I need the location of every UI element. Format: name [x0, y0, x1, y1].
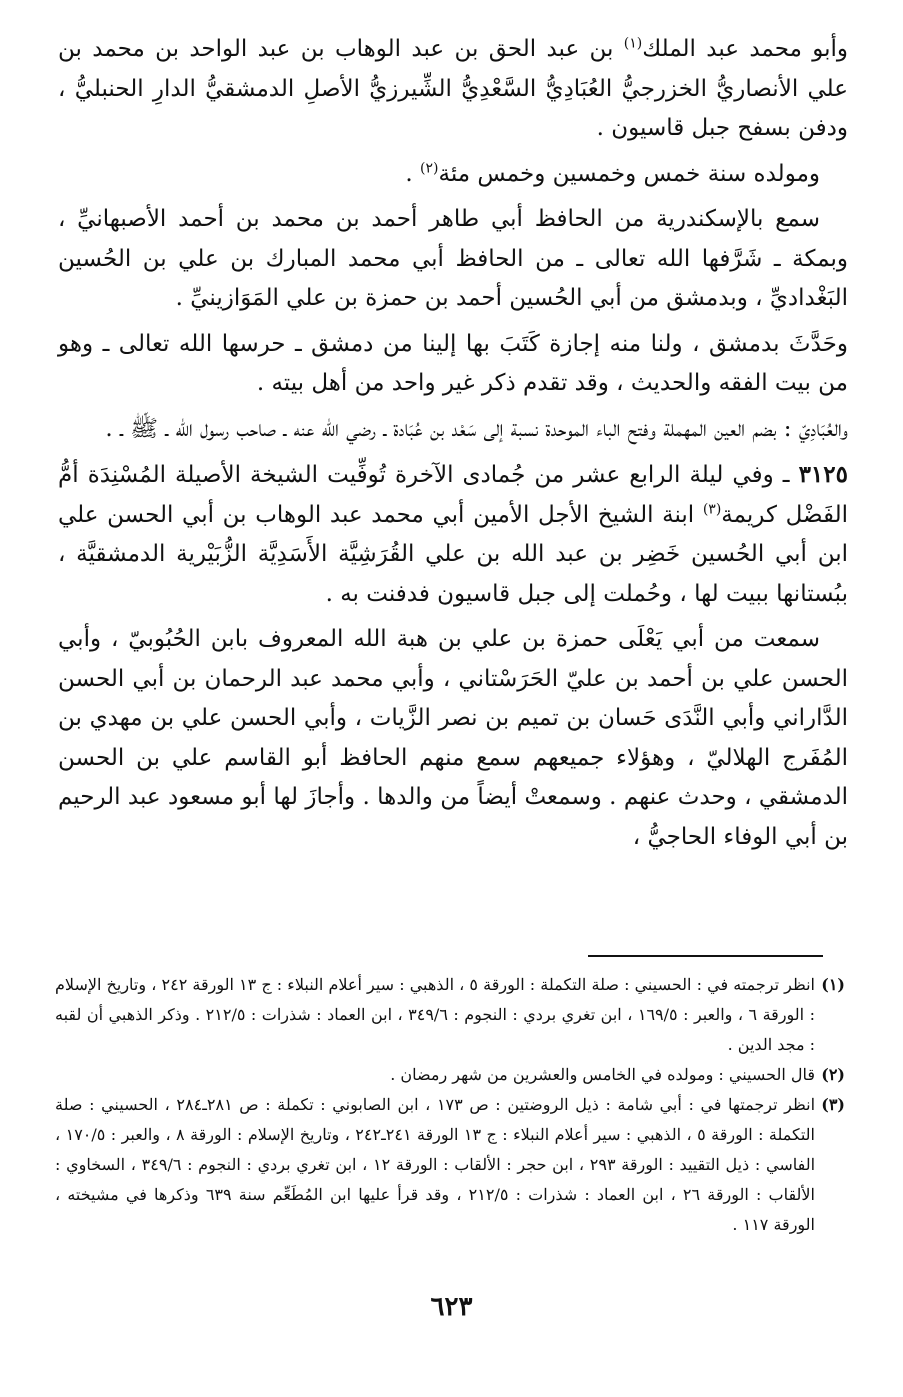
paragraph-nisba-note [58, 410, 848, 450]
footnote-3 [55, 1090, 845, 1240]
paragraph-text: سمعت من أبي يَعْلَى حمزة بن علي بن هبة الله المعروف بابن الحُبُوبيّ ، وأبي الحسن علي بن أحمد بن عليّ الحَرَسْتاني ، وأبي محمد عبد الرحمان بن أبي الحسن الدَّاراني وأبي النَّدَى حَسان بن تميم بن نصر الزَّيات ، وأبي الحسن علي بن مهدي بن المُفَرج الهلاليّ ، وهؤلاء جميعهم سمع منهم الحافظ أبو القاسم علي بن الحسن الدمشقي ، وحدث عنهم . وسمعتْ أيضاً من والدها . وأجازَ لها أبو مسعود عبد الرحيم بن أبي الوفاء الحاجيُّ ، [58, 626, 848, 850]
footnote-marker[interactable]: (١) [623, 35, 643, 52]
paragraph-text: والعُبَادِيّ : بضم العين المهملة وفتح الباء الموحدة نسبة إلى سَعْد بن عُبَادة ـ رضي الله عنه ـ صاحب رسول الله ـ ﷺ ـ . [105, 415, 848, 442]
footnote-number: (١) [821, 975, 845, 994]
footnote-2 [55, 1060, 845, 1090]
footnote-number: (٢) [821, 1065, 845, 1084]
footnote-marker[interactable]: (٢) [420, 159, 439, 176]
entry-number: ٣١٢٥ [798, 461, 848, 488]
paragraph-text: بن عبد الحق بن عبد الوهاب بن عبد الواحد بن محمد بن علي الأنصاريُّ الخزرجيُّ العُبَادِيُّ السَّعْدِيُّ الشِّيرزيُّ الأصلِ الدمشقيُّ الدارِ الحنبليُّ ، ودفن بسفح جبل قاسيون . [58, 36, 848, 141]
entry-paragraph [58, 455, 848, 614]
paragraph-teachers [58, 200, 848, 319]
paragraph-text: . [405, 160, 421, 187]
footnote-number: (٣) [821, 1095, 845, 1114]
footnote-marker[interactable]: (٣) [702, 500, 722, 517]
footnote-separator [588, 955, 823, 957]
page-number: ٦٢٣ [430, 1292, 473, 1322]
footnote-text: انظر ترجمتها في : أبي شامة : ذيل الروضتين : ص ١٧٣ ، ابن الصابوني : تكملة : ص ٢٨١ـ٢٨٤ ، الحسيني : صلة التكملة : الورقة ٥ ، الذهبي : سير أعلام النبلاء : ج ١٣ الورقة ٢٤١ـ٢٤٢ ، وتاريخ الإسلام : الورقة ٨ ، والعبر : ١٧٠/٥ ، الفاسي : ذيل التقييد : الورقة ٢٩٣ ، ابن حجر : الألقاب : الورقة ١٢ ، ابن تغري بردي : النجوم : ٣٤٩/٦ ، السخاوي : الألقاب : الورقة ٢٦ ، ابن العماد : شذرات : ٢١٢/٥ ، وقد قرأ عليها ابن المُطَعِّم سنة ٦٣٩ وذكرها في مشيخته ، الورقة ١١٧ . [55, 1095, 816, 1234]
entry-text: ـ وفي ليلة الرابع عشر من جُمادى الآخرة تُوفِّيت الشيخة الأصيلة المُسْنِدَة أمُّ الفَضْل كريمة [58, 462, 848, 528]
footnote-1 [55, 970, 845, 1060]
paragraph-name-lineage [58, 30, 848, 149]
footnotes-section [55, 970, 845, 1240]
main-text-body [58, 30, 848, 863]
paragraph-her-teachers [58, 620, 848, 857]
entry-text: ابنة الشيخ الأجل الأمين أبي محمد عبد الوهاب بن أبي الحسن علي ابن أبي الحُسين خَضِر بن عبد الله بن علي القُرَشِيَّة الأَسَدِيَّة الزُّبَيْرية الدمشقيَّة ، ببُستانها ببيت لها ، وحُملت إلى جبل قاسيون فدفنت به . [58, 501, 848, 607]
paragraph-text: وأبو محمد عبد الملك [642, 36, 849, 62]
paragraph-text: وحَدَّثَ بدمشق ، ولنا منه إجازة كَتَبَ بها إلينا من دمشق ـ حرسها الله تعالى ـ وهو من بيت الفقه والحديث ، وقد تقدم ذكر غير واحد من أهل بيته . [58, 330, 848, 396]
footnote-text: انظر ترجمته في : الحسيني : صلة التكملة : الورقة ٥ ، الذهبي : سير أعلام النبلاء : ج ١٣ الورقة ٢٤٢ ، وتاريخ الإسلام : الورقة ٦ ، والعبر : ١٦٩/٥ ، ابن تغري بردي : النجوم : ٣٤٩/٦ ، ابن العماد : شذرات : ٢١٢/٥ . وذكر الذهبي أن لقبه : مجد الدين . [55, 975, 815, 1054]
paragraph-text: ومولده سنة خمس وخمسين وخمس مئة [438, 160, 820, 187]
paragraph-narration [58, 325, 848, 404]
paragraph-birth [58, 155, 848, 195]
paragraph-text: سمع بالإسكندرية من الحافظ أبي طاهر أحمد بن محمد بن أحمد الأصبهانيِّ ، وبمكة ـ شَرَّفها الله تعالى ـ من الحافظ أبي محمد المبارك بن علي بن الحُسين البَغْداديِّ ، وبدمشق من أبي الحُسين أحمد بن حمزة بن علي المَوَازينيِّ . [58, 206, 848, 311]
footnote-text: قال الحسيني : ومولده في الخامس والعشرين من شهر رمضان . [390, 1065, 815, 1084]
